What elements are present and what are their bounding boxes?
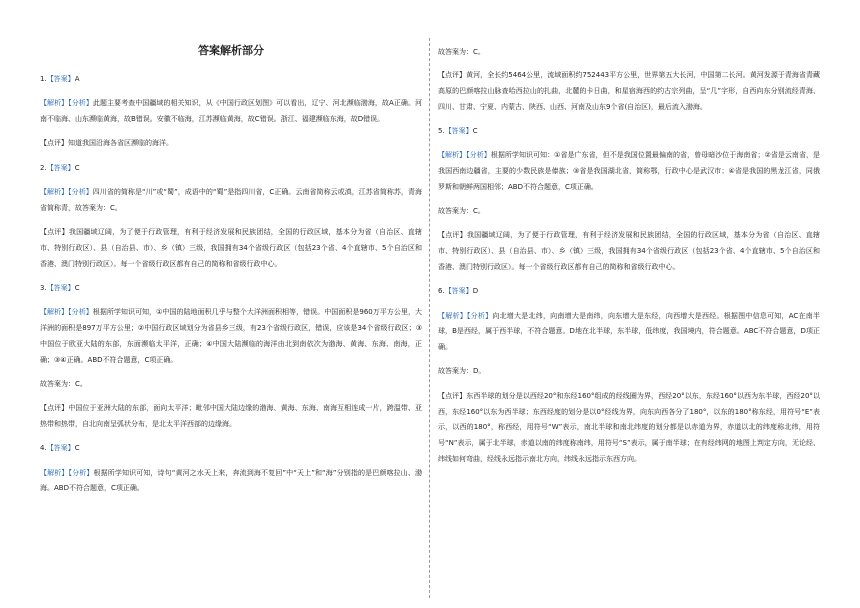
column-divider [429,38,430,598]
analysis-text: 中国的陆地面积几乎与整个大洋洲面积相等，错误。中国面积是960万平方公里，大洋洲的面积是897万平方公里； [40,308,422,333]
comment-text: 我国疆域辽阔，为了便于行政管理，有利于经济发展和民族团结，全国的行政区域，基本分为省（自治区、直辖市、特别行政区）、县（自治县、市）、乡（镇）三级，我国拥有34个省级行政区（包括23个省、4个直辖市、5个自治区和香港、澳门特别行政区）。每一个省级行政区都有自己的简称和省级行政中心。 [438,231,821,271]
left-column [40,0,422,608]
analysis-tag: 【解析】【分析】 [438,311,493,320]
comment-tag: 【点评】 [438,231,467,240]
comment-text: 黄河，全长约5464公里，流域面积约752443平方公里，世界第五大长河，中国第二长河。黄河发源于青海省青藏高原的巴颜喀拉山脉查哈西拉山的扎曲，北麓的卡日曲，和星宿海西的约古宗列曲，呈“几”字形，自西向东分别流经青海、四川、甘肃、宁夏、内蒙古、陕西、山西、河南及山东9个省(自治区)，最后流入渤海。 [438,71,820,111]
circled-number: ① [156,308,163,317]
q4-comment [438,68,820,115]
comment-tag: 【点评】 [438,391,467,400]
analysis-tag: 【解析】【分析】 [40,308,93,317]
comment-text: 知道我国沿海各省区濒临的海洋。 [68,139,173,148]
comment-text: 我国疆域辽阔，为了便于行政管理，有利于经济发展和民族团结，全国的行政区域，基本分为省（自治区、直辖市、特别行政区）、县（自治县、市）、乡（镇）三级，我国拥有34个省级行政区（包括23个省、4个直辖市、5个自治区和香港、澳门特别行政区）。每一个省级行政区都有自己的简称和省级行政中心。 [40,228,423,268]
answer-value: C [74,444,80,453]
circled-number: ④ [728,166,735,175]
question-number: 5. [438,126,445,135]
q4-answer-line [40,441,422,457]
analysis-text: 省是广东省，但不是我国位置最偏南的省，曾母暗沙位于海南省； [560,151,765,160]
answer-tag: 【答案】 [444,287,473,296]
question-number: 2. [40,163,47,172]
analysis-tag: 【解析】【分析】 [438,151,491,160]
q2-comment [40,225,422,272]
analysis-text: 根据所学知识可知， [92,308,157,317]
circled-number: ③ [54,355,61,364]
q6-comment [438,389,820,468]
answer-value: C [74,163,80,172]
analysis-text: 省是我国的黑龙江省，同俄罗斯和朝鲜两国相邻；ABD不符合题意，C项正确。 [438,166,821,191]
q3-answer-line [40,281,422,297]
comment-tag: 【点评】 [40,228,69,237]
analysis-text: 此题主要考查中国疆域的相关知识，从《中国行政区划图》可以看出，辽宁、河北濒临渤海，故A正确。河南不临海、山东濒临黄海，故B错误。安徽不临海，江苏濒临黄海，故C错误。浙江、福建濒临东海，故D错误。 [40,99,422,124]
q1-answer-line [40,72,422,88]
question-number: 3. [40,283,47,292]
q6-final: 故答案为：D。 [438,367,486,376]
analysis-tag: 【解析】【分析】 [40,468,94,477]
question-number: 1. [40,75,47,83]
q5-comment [438,228,820,275]
analysis-tag: 【解析】【分析】 [40,187,93,196]
question-number: 6. [438,287,445,296]
answer-tag: 【答案】 [46,444,75,453]
circled-number: ① [554,151,561,160]
analysis-text: 根据所学知识可知，诗句“黄河之水天上来，奔流到海不复回”中“天上”和“海”分别指的是巴颜喀拉山、渤海。ABD不符合题意，C项正确。 [40,468,422,493]
answer-tag: 【答案】 [46,163,75,172]
comment-tag: 【点评】 [40,404,69,413]
comment-text: 中国位于亚洲大陆的东部，面向太平洋；毗邻中国大陆边缘的渤海、黄海、东海、南海互相连成一片，跨温带、亚热带和热带，自北向南呈弧状分布，是北太平洋西部的边缘海。 [40,404,423,429]
analysis-text: 根据所学知识可知： [490,151,555,160]
q2-analysis [40,185,422,217]
circled-number: ③ [415,324,422,333]
answer-tag: 【答案】 [444,126,473,135]
q6-analysis [438,309,820,356]
q5-final: 故答案为：C。 [438,207,485,216]
q4-final: 故答案为：C。 [438,48,485,56]
analysis-text: 向北增大是北纬，向南增大是南纬，向东增大是东经，向西增大是西经。根据图中信息可知，AC在南半球，B是西经，属于西半球，不符合题意。D地在北半球，东半球，低纬度，我国境内，符合题意。ABC不符合题意，D项正确。 [438,311,820,352]
analysis-text: 省是云南省，是我国西南边疆省，主要的少数民族是傣族； [438,151,821,175]
page-title: 答案解析部分 [198,44,264,57]
right-column [438,0,820,608]
question-number: 4. [40,444,47,453]
q6-answer-line [438,284,820,300]
analysis-text: 中国大陆濒临的海洋由北到南依次为渤海、黄海、东海、南海，正确； [40,339,423,364]
answer-tag: 【答案】 [46,75,75,83]
q1-analysis [40,96,422,128]
q1-comment [40,136,422,152]
circled-number: ② [137,324,145,333]
circled-number: ③ [572,166,580,175]
analysis-text: 中国行政区域划分为省县乡三级，有23个省级行政区，错误，应该是34个省级行政区； [144,324,416,333]
q5-answer-line [438,124,820,140]
analysis-text: 四川省的简称是“川”或“蜀”，成语中的“蜀”是指四川省，C正确。云南省简称云或滇，江苏省简称苏，青海省简称青，故答案为：C。 [40,187,422,212]
answer-value: D [472,287,479,296]
q3-analysis [40,305,422,368]
circled-number: ④ [60,355,67,364]
circled-number: ④ [205,339,213,348]
analysis-text: 省是我国湖北省，简称鄂，行政中心是武汉市； [579,166,729,175]
comment-text: 东西半球的划分是以西经20°和东经160°组成的经线圈为界，西经20°以东，东经160°以西为东半球，西经20°以西，东经160°以东为西半球；东西经度的划分是以0°经线为界，向东向西各分了180°，以东的180°称东经，用符号“E”表示，以西的180°，称西经，用符号“W”表示，南北半球和南北纬度的划分都是以赤道为界，赤道以北的纬度称北纬，用符号“N”表示，属于北半球，赤道以南的纬度称南纬，用符号“S”表示，属于南半球；在有经纬网的地图上判定方向，无论经、纬线如何弯曲，经线永远指示南北方向，纬线永远指示东西方向。 [438,391,821,463]
answer-value: C [472,126,478,135]
right-content [438,68,820,476]
q4-analysis [40,466,422,498]
q3-comment [40,401,422,433]
circled-number: ② [764,151,771,160]
q3-final: 故答案为：C。 [40,379,87,388]
analysis-tag: 【解析】【分析】 [40,99,93,108]
answer-value: A [74,75,80,83]
analysis-text: 中国位于欧亚大陆的东部，东面濒临太平洋，正确； [40,339,206,348]
comment-tag: 【点评】 [438,71,467,79]
analysis-text: 正确。ABD不符合题意，C项正确。 [66,355,178,364]
q5-analysis [438,148,820,195]
comment-tag: 【点评】 [40,139,68,148]
answer-value: C [74,283,80,292]
q2-answer-line [40,161,422,177]
answer-tag: 【答案】 [46,283,75,292]
